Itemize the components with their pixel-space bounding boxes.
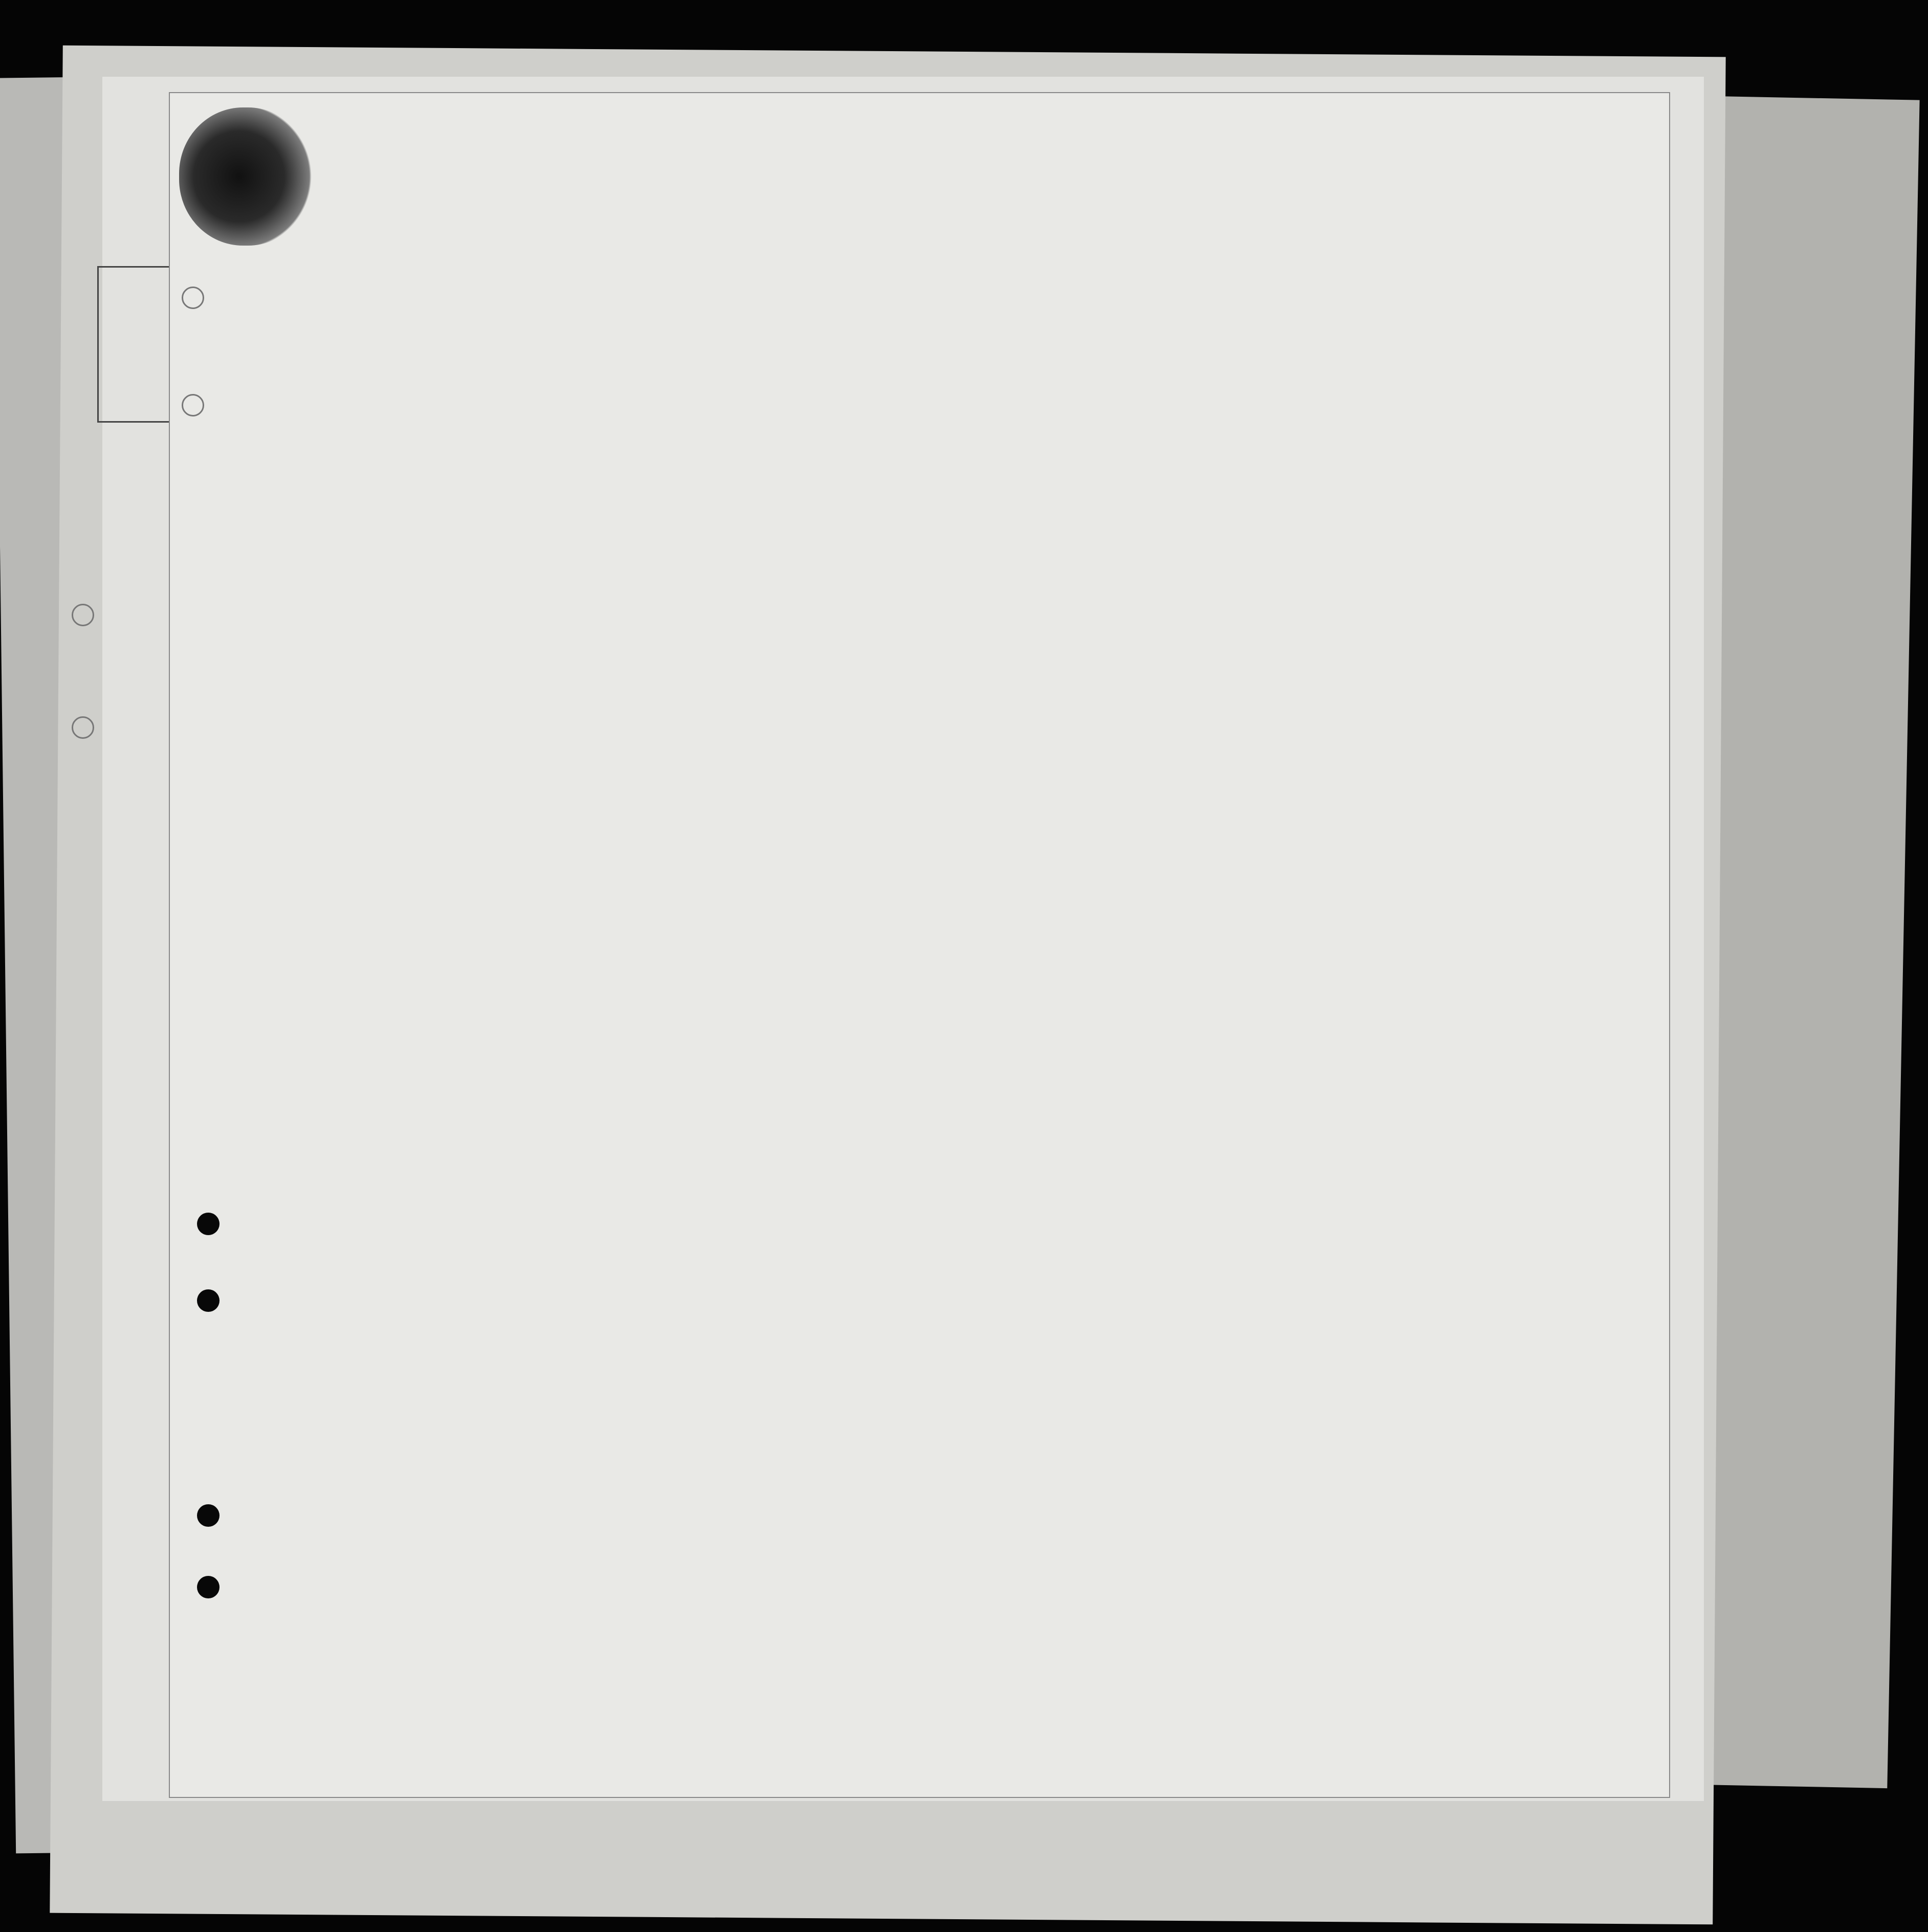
punch-hole [72, 716, 94, 739]
punch-hole [197, 1213, 220, 1235]
line-field [316, 1661, 332, 1677]
punch-hole [197, 1576, 220, 1598]
punch-hole [72, 604, 94, 626]
punch-hole [182, 287, 204, 309]
agents-field [316, 1703, 321, 1719]
punch-hole [197, 1504, 220, 1527]
owners-field [316, 1682, 321, 1698]
punch-hole [197, 1289, 220, 1312]
punch-hole [182, 394, 204, 416]
